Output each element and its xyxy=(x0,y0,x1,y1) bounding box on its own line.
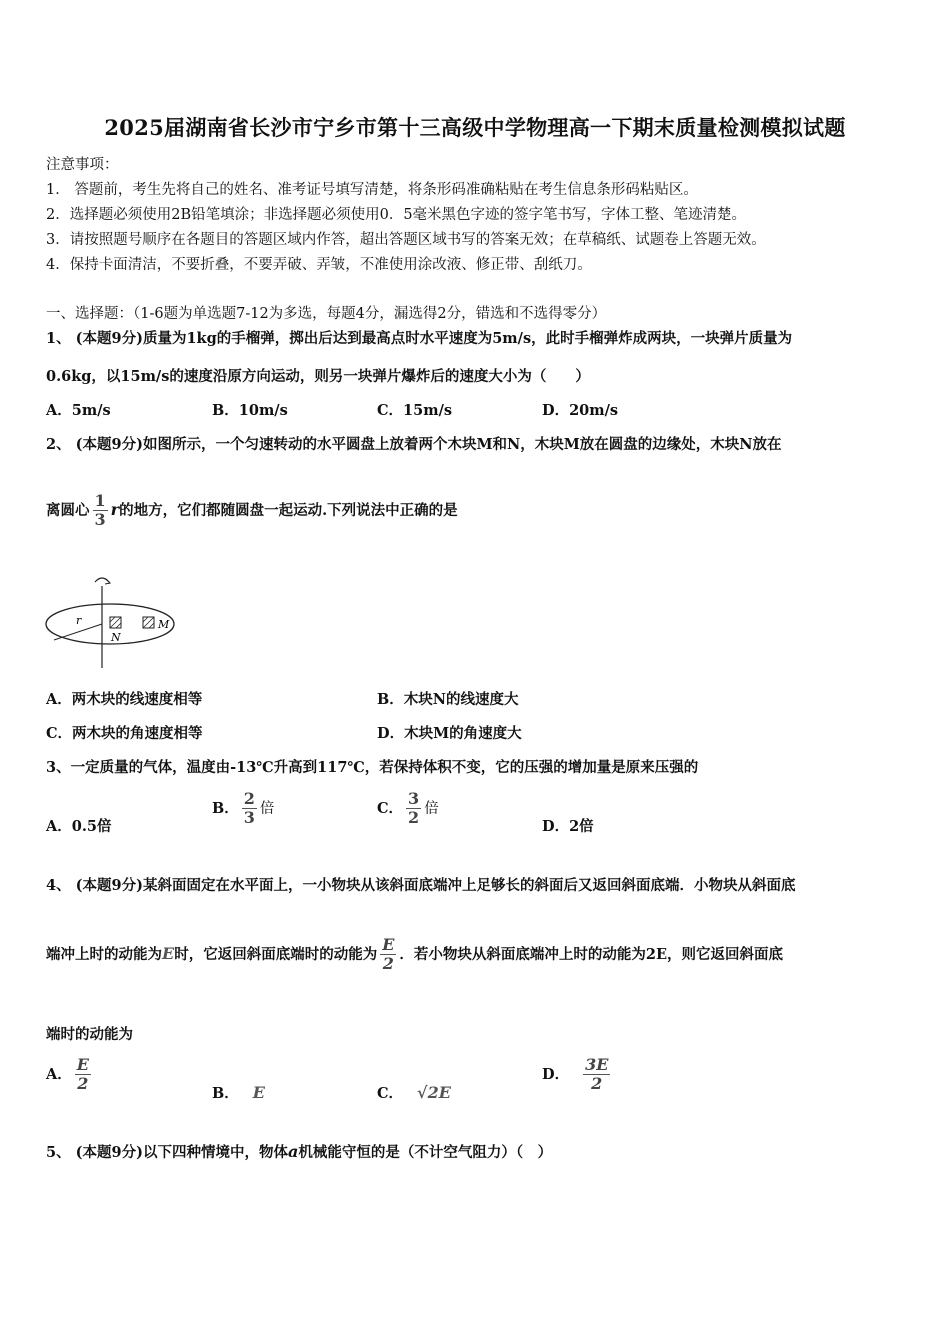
figure-label-r: r xyxy=(76,614,82,627)
section-heading: 一、选择题：（1-6题为单选题7-12为多选，每题4分，漏选得2分，错选和不选得零分） xyxy=(46,306,607,322)
q5-line1: 5、 (本题9分)以下四种情境中，物体a机械能守恒的是（不计空气阻力）（ ） xyxy=(46,1142,553,1161)
q4-option-b: B． E xyxy=(212,1083,265,1102)
q1-line2: 0.6kg，以15m/s的速度沿原方向运动，则另一块弹片爆炸后的速度大小为（ ） xyxy=(46,368,590,385)
q2-option-a: A．两木块的线速度相等 xyxy=(46,691,203,708)
notice-item-3: 3．请按照题号顺序在各题目的答题区域内作答，超出答题区域书写的答案无效；在草稿纸、试题卷上答题无效。 xyxy=(46,232,766,248)
q1-option-d: D．20m/s xyxy=(542,402,619,419)
q4-option-d: D． $\frac{3E}{2}$ xyxy=(542,1055,609,1094)
q1-option-b: B．10m/s xyxy=(212,402,288,419)
q2-option-c: C．两木块的角速度相等 xyxy=(46,725,203,742)
q4-fraction-e-half: $\frac{E}{2}$ xyxy=(382,935,395,974)
q4-option-d-fraction: $\frac{3E}{2}$ xyxy=(585,1055,609,1094)
notice-item-4: 4．保持卡面清洁，不要折叠，不要弄破、弄皱，不准使用涂改液、修正带、刮纸刀。 xyxy=(46,257,592,273)
q4-option-c: C． √2E xyxy=(377,1083,451,1102)
rotating-disk-figure xyxy=(40,572,180,672)
q4-line2: 端冲上时的动能为E时，它返回斜面底端时的动能为 $\frac{E}{2}$ ．若小物块从斜面底端冲上时的动能为2E，则它返回斜面底 xyxy=(46,935,784,974)
q2-line1: 2、 (本题9分)如图所示，一个匀速转动的水平圆盘上放着两个木块M和N，木块M放在圆盘的边缘处，木块N放在 xyxy=(46,436,782,453)
q3-option-d: D．2倍 xyxy=(542,818,594,835)
figure-label-m: M xyxy=(158,618,170,631)
q3-option-c: C． $\frac{3}{2}$ 倍 xyxy=(377,789,439,828)
q3-fraction-two-thirds: $\frac{2}{3}$ xyxy=(243,789,255,828)
notice-item-1: 1． 答题前，考生先将自己的姓名、准考证号填写清楚，将条形码准确粘贴在考生信息条形码粘贴区。 xyxy=(46,182,698,198)
notice-heading: 注意事项： xyxy=(46,157,119,173)
q4-option-a: A． $\frac{E}{2}$ xyxy=(46,1055,89,1094)
figure-label-n: N xyxy=(111,631,121,644)
q3-option-a: A．0.5倍 xyxy=(46,818,112,835)
notice-item-2: 2．选择题必须使用2B铅笔填涂；非选择题必须使用0．5毫米黑色字迹的签字笔书写，字体工整、笔迹清楚。 xyxy=(46,207,747,223)
q2-option-d: D．木块M的角速度大 xyxy=(377,725,522,742)
q1-option-a: A．5m/s xyxy=(46,402,111,419)
q3-fraction-three-halves: $\frac{3}{2}$ xyxy=(408,789,420,828)
exam-title: 2025届湖南省长沙市宁乡市第十三高级中学物理高一下期末质量检测模拟试题 xyxy=(104,115,846,140)
q1-option-c: C．15m/s xyxy=(377,402,453,419)
q1-line1: 1、 (本题9分)质量为1kg的手榴弹，掷出后达到最高点时水平速度为5m/s，此时手榴弹炸成两块，一块弹片质量为 xyxy=(46,330,793,347)
q2-option-b: B．木块N的线速度大 xyxy=(377,691,519,708)
q3-option-b: B． $\frac{2}{3}$ 倍 xyxy=(212,789,275,828)
q3-line1: 3、一定质量的气体，温度由-13℃升高到117℃，若保持体积不变，它的压强的增加量是原来压强的 xyxy=(46,759,699,776)
block-m xyxy=(143,617,154,628)
q4-line3: 端时的动能为 xyxy=(46,1026,133,1043)
q2-fraction-one-third: $\frac{1}{3}$ xyxy=(94,491,106,530)
q2-line2: 离圆心 $\frac{1}{3}$ r的地方，它们都随圆盘一起运动.下列说法中正确的是 xyxy=(46,491,458,530)
q4-line1: 4、 (本题9分)某斜面固定在水平面上，一小物块从该斜面底端冲上足够长的斜面后又返回斜面底端．小物块从斜面底 xyxy=(46,877,796,894)
block-n xyxy=(110,617,121,628)
q4-option-a-fraction: $\frac{E}{2}$ xyxy=(76,1055,89,1094)
